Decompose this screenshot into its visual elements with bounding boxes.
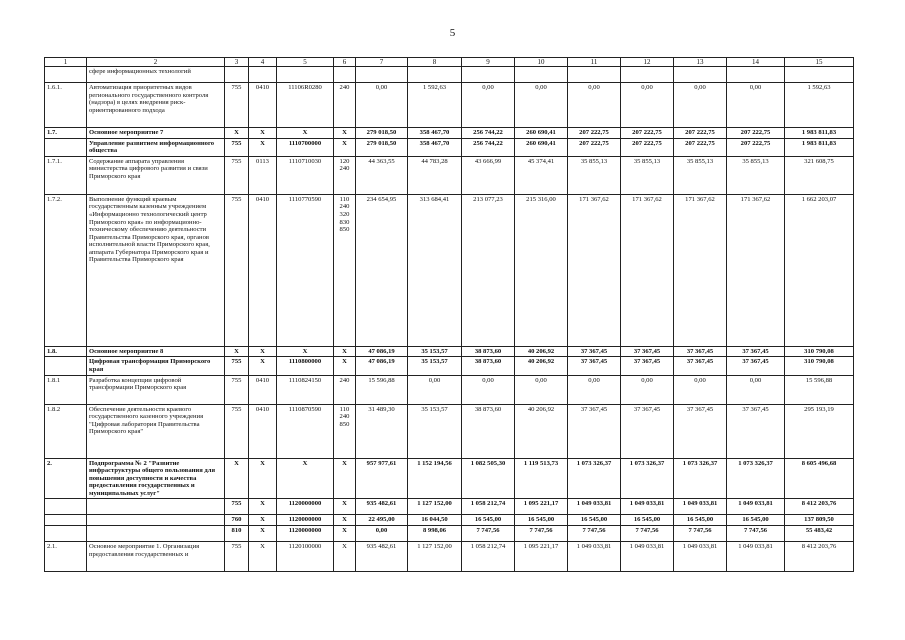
table-cell: 35 855,13 <box>568 156 621 194</box>
table-cell: 40 206,92 <box>515 346 568 357</box>
table-cell: 8 412 203,76 <box>785 541 854 571</box>
table-cell: 37 367,45 <box>674 357 727 375</box>
table-cell: X <box>249 525 277 541</box>
table-cell: 358 467,70 <box>408 128 462 139</box>
table-cell: X <box>334 541 356 571</box>
table-cell: 1 049 033,81 <box>674 541 727 571</box>
table-cell: 45 374,41 <box>515 156 568 194</box>
table-cell: 0,00 <box>727 83 785 128</box>
table-cell: 1 073 326,37 <box>568 458 621 499</box>
table-cell: 1 152 194,56 <box>408 458 462 499</box>
table-cell: 47 086,19 <box>356 357 408 375</box>
table-cell: 37 367,45 <box>568 357 621 375</box>
table-cell: 16 545,00 <box>621 515 674 526</box>
table-cell: 207 222,75 <box>674 138 727 156</box>
table-cell: 16 545,00 <box>515 515 568 526</box>
table-cell <box>356 67 408 83</box>
table-cell: 35 153,57 <box>408 404 462 458</box>
table-cell: 8 412 203,76 <box>785 499 854 515</box>
table-cell: 1 073 326,37 <box>674 458 727 499</box>
table-cell: 1 049 033,81 <box>621 541 674 571</box>
table-cell: 35 855,13 <box>621 156 674 194</box>
header-cell: 9 <box>462 58 515 67</box>
table-cell: 0,00 <box>674 83 727 128</box>
table-cell: 16 545,00 <box>674 515 727 526</box>
table-cell: 16 545,00 <box>727 515 785 526</box>
table-cell: 1110710030 <box>277 156 334 194</box>
table-cell: 935 482,61 <box>356 541 408 571</box>
table-cell: 11106R0280 <box>277 83 334 128</box>
table-row <box>45 138 854 156</box>
table-cell: 44 783,28 <box>408 156 462 194</box>
table-cell: 0,00 <box>515 375 568 404</box>
table-cell: 1.7. <box>45 128 87 139</box>
table-cell: 7 747,56 <box>462 525 515 541</box>
table-cell: 0,00 <box>356 525 408 541</box>
table-cell: 0,00 <box>408 375 462 404</box>
table-cell: 260 690,41 <box>515 138 568 156</box>
table-cell: 1110800000 <box>277 357 334 375</box>
table-row <box>45 67 854 83</box>
table-row <box>45 194 854 346</box>
table-cell: 15 596,88 <box>785 375 854 404</box>
table-cell: X <box>277 458 334 499</box>
header-cell: 6 <box>334 58 356 67</box>
table-cell: X <box>249 499 277 515</box>
table-cell: 755 <box>225 499 249 515</box>
table-cell: 207 222,75 <box>621 128 674 139</box>
table-cell: X <box>334 499 356 515</box>
table-row <box>45 458 854 499</box>
table-cell <box>225 67 249 83</box>
table-cell: X <box>334 458 356 499</box>
table-cell: 1 049 033,81 <box>727 499 785 515</box>
table-cell <box>568 67 621 83</box>
row-name-cell <box>87 499 225 515</box>
table-cell: 37 367,45 <box>674 346 727 357</box>
table-cell: 810 <box>225 525 249 541</box>
table-cell: 1 049 033,81 <box>621 499 674 515</box>
table-cell: 1 662 203,07 <box>785 194 854 346</box>
table-cell: 1 095 221,17 <box>515 541 568 571</box>
table-cell: 1120100000 <box>277 541 334 571</box>
table-cell <box>621 67 674 83</box>
table-cell: X <box>249 138 277 156</box>
table-cell: 35 855,13 <box>727 156 785 194</box>
table-cell <box>334 67 356 83</box>
table-cell: 1 983 811,83 <box>785 128 854 139</box>
table-cell: 1 983 811,83 <box>785 138 854 156</box>
table-cell: 310 790,08 <box>785 346 854 357</box>
table-cell: 1110770590 <box>277 194 334 346</box>
table-cell <box>674 67 727 83</box>
table-cell <box>45 525 87 541</box>
table-row <box>45 346 854 357</box>
table-cell <box>45 499 87 515</box>
table-cell: 256 744,22 <box>462 138 515 156</box>
table-cell: 1 082 505,30 <box>462 458 515 499</box>
table-cell <box>45 138 87 156</box>
table-cell: 0,00 <box>568 83 621 128</box>
table-cell: 957 977,61 <box>356 458 408 499</box>
table-cell: 37 367,45 <box>621 404 674 458</box>
table-cell: X <box>334 138 356 156</box>
table-cell: 37 367,45 <box>621 346 674 357</box>
table-cell: 207 222,75 <box>568 138 621 156</box>
table-cell: 15 596,88 <box>356 375 408 404</box>
table-cell: 1 073 326,37 <box>727 458 785 499</box>
table-cell: X <box>334 525 356 541</box>
table-cell: 171 367,62 <box>621 194 674 346</box>
table-cell <box>45 357 87 375</box>
table-cell: 0,00 <box>727 375 785 404</box>
table-cell: 358 467,70 <box>408 138 462 156</box>
table-cell: 171 367,62 <box>674 194 727 346</box>
table-cell: 7 747,56 <box>727 525 785 541</box>
table-cell <box>45 67 87 83</box>
table-cell: 22 495,00 <box>356 515 408 526</box>
header-cell: 4 <box>249 58 277 67</box>
table-cell: 7 747,56 <box>674 525 727 541</box>
header-cell: 3 <box>225 58 249 67</box>
table-cell: 1.7.2. <box>45 194 87 346</box>
table-cell: 37 367,45 <box>568 404 621 458</box>
table-cell: 1120000000 <box>277 515 334 526</box>
header-cell: 11 <box>568 58 621 67</box>
table-cell: 1110870590 <box>277 404 334 458</box>
table-cell: 1.8.2 <box>45 404 87 458</box>
table-cell: 35 153,57 <box>408 346 462 357</box>
table-cell: 260 690,41 <box>515 128 568 139</box>
table-cell: X <box>277 346 334 357</box>
table-cell: 207 222,75 <box>727 128 785 139</box>
row-name-cell: Обеспечение деятельности краевого государственного казенного учреждения "Цифровая лаборатория Правительства Приморского края" <box>87 404 225 458</box>
table-cell: 171 367,62 <box>568 194 621 346</box>
table-cell: 37 367,45 <box>674 404 727 458</box>
table-cell: 1 049 033,81 <box>674 499 727 515</box>
table-cell: X <box>277 128 334 139</box>
header-cell: 14 <box>727 58 785 67</box>
table-cell: X <box>225 128 249 139</box>
table-cell: 213 077,23 <box>462 194 515 346</box>
table-cell: 1.8.1 <box>45 375 87 404</box>
header-cell: 12 <box>621 58 674 67</box>
table-cell: 760 <box>225 515 249 526</box>
table-cell: 110 240 320 830 850 <box>334 194 356 346</box>
table-cell: 31 489,30 <box>356 404 408 458</box>
table-cell: 256 744,22 <box>462 128 515 139</box>
table-cell: 279 018,50 <box>356 128 408 139</box>
row-name-cell <box>87 515 225 526</box>
row-name-cell: сфере информационных технологий <box>87 67 225 83</box>
table-cell: 755 <box>225 357 249 375</box>
table-cell <box>727 67 785 83</box>
table-cell: 37 367,45 <box>568 346 621 357</box>
header-cell: 5 <box>277 58 334 67</box>
row-name-cell: Подпрограмма № 2 "Развитие инфраструктуры общего пользования для повышения доступности и качества предоставления государственных и муниципальных услуг" <box>87 458 225 499</box>
table-cell: 279 018,50 <box>356 138 408 156</box>
row-name-cell: Основное мероприятие 8 <box>87 346 225 357</box>
table-cell: 1 049 033,81 <box>568 541 621 571</box>
table-cell: 37 367,45 <box>621 357 674 375</box>
table-cell: X <box>334 346 356 357</box>
table-row <box>45 525 854 541</box>
table-row <box>45 83 854 128</box>
table-cell: X <box>334 357 356 375</box>
table-cell: X <box>249 458 277 499</box>
page-number: 5 <box>449 27 456 39</box>
table-cell: 0410 <box>249 194 277 346</box>
table-cell: 0113 <box>249 156 277 194</box>
table-cell: 7 747,56 <box>568 525 621 541</box>
row-name-cell: Автоматизация приоритетных видов регионального государственного контроля (надзора) в целях внедрения риск-ориентированного подхода <box>87 83 225 128</box>
table-cell: 38 873,60 <box>462 404 515 458</box>
table-cell: 171 367,62 <box>727 194 785 346</box>
table-cell: X <box>225 346 249 357</box>
row-name-cell: Содержание аппарата управления министерства цифрового развития и связи Приморского края <box>87 156 225 194</box>
table-row <box>45 499 854 515</box>
table-row <box>45 357 854 375</box>
row-name-cell: Основное мероприятие 1. Организация предоставления государственных и <box>87 541 225 571</box>
table-cell: 110 240 850 <box>334 404 356 458</box>
header-cell: 15 <box>785 58 854 67</box>
table-cell: 37 367,45 <box>727 404 785 458</box>
table-row <box>45 128 854 139</box>
row-name-cell: Разработка концепции цифровой трансформации Приморского края <box>87 375 225 404</box>
table-cell: 1.7.1. <box>45 156 87 194</box>
table-cell: 207 222,75 <box>727 138 785 156</box>
table-row <box>45 156 854 194</box>
table-cell: 1 127 152,00 <box>408 499 462 515</box>
table-cell: 7 747,56 <box>621 525 674 541</box>
table-cell: X <box>249 346 277 357</box>
table-cell: 310 790,08 <box>785 357 854 375</box>
table-cell: 55 483,42 <box>785 525 854 541</box>
header-cell: 10 <box>515 58 568 67</box>
table-cell: X <box>249 128 277 139</box>
table-cell <box>785 67 854 83</box>
table-cell: 2. <box>45 458 87 499</box>
table-cell: 7 747,56 <box>515 525 568 541</box>
table-cell: X <box>225 458 249 499</box>
table-cell: 1 127 152,00 <box>408 541 462 571</box>
header-cell: 13 <box>674 58 727 67</box>
table-cell: 755 <box>225 375 249 404</box>
table-cell: 16 044,50 <box>408 515 462 526</box>
table-row <box>45 541 854 571</box>
table-cell: 38 873,60 <box>462 346 515 357</box>
table-cell: 234 654,95 <box>356 194 408 346</box>
table-cell: 37 367,45 <box>727 357 785 375</box>
table-cell: 1 058 212,74 <box>462 541 515 571</box>
table-cell: 0,00 <box>356 83 408 128</box>
table-cell: 1 049 033,81 <box>568 499 621 515</box>
table-row <box>45 375 854 404</box>
table-cell <box>277 67 334 83</box>
table-cell: 0410 <box>249 404 277 458</box>
table-cell: 313 684,41 <box>408 194 462 346</box>
table-cell: 240 <box>334 375 356 404</box>
table-cell: 755 <box>225 138 249 156</box>
header-cell: 8 <box>408 58 462 67</box>
table-cell: 2.1. <box>45 541 87 571</box>
table-cell: 935 482,61 <box>356 499 408 515</box>
table-cell: 1 119 513,73 <box>515 458 568 499</box>
table-cell: 215 316,00 <box>515 194 568 346</box>
header-cell: 1 <box>45 58 87 67</box>
table-cell: 1120000000 <box>277 525 334 541</box>
table-cell: 8 998,06 <box>408 525 462 541</box>
table-cell: 40 206,92 <box>515 357 568 375</box>
table-cell <box>408 67 462 83</box>
table-cell: 43 666,99 <box>462 156 515 194</box>
table-cell: 0410 <box>249 83 277 128</box>
table-cell: 321 608,75 <box>785 156 854 194</box>
table-cell: 47 086,19 <box>356 346 408 357</box>
table-cell: 1.6.1. <box>45 83 87 128</box>
header-row <box>45 58 854 67</box>
table-cell: 1110824150 <box>277 375 334 404</box>
table-cell: 40 206,92 <box>515 404 568 458</box>
table-cell: 1.8. <box>45 346 87 357</box>
header-cell: 7 <box>356 58 408 67</box>
row-name-cell: Управление развитием информационного общества <box>87 138 225 156</box>
table-cell: 755 <box>225 156 249 194</box>
table-cell: 1 095 221,17 <box>515 499 568 515</box>
table-cell: 755 <box>225 83 249 128</box>
table-cell: 16 545,00 <box>462 515 515 526</box>
table-cell: 0410 <box>249 375 277 404</box>
table-cell <box>249 67 277 83</box>
table-cell: 207 222,75 <box>621 138 674 156</box>
table-row <box>45 404 854 458</box>
table-cell: 755 <box>225 541 249 571</box>
table-cell: 755 <box>225 194 249 346</box>
table-cell: X <box>334 128 356 139</box>
table-cell: 0,00 <box>621 83 674 128</box>
table-cell: 755 <box>225 404 249 458</box>
table-cell: 1 049 033,81 <box>727 541 785 571</box>
table-cell: 0,00 <box>515 83 568 128</box>
row-name-cell: Основное мероприятие 7 <box>87 128 225 139</box>
table-cell: 1 073 326,37 <box>621 458 674 499</box>
table-cell: 207 222,75 <box>568 128 621 139</box>
table-cell: 0,00 <box>462 375 515 404</box>
table-cell: 38 873,60 <box>462 357 515 375</box>
table-cell: 0,00 <box>568 375 621 404</box>
table-cell: 37 367,45 <box>727 346 785 357</box>
table-row <box>45 515 854 526</box>
table-cell: 1110700000 <box>277 138 334 156</box>
table-cell: 16 545,00 <box>568 515 621 526</box>
table-cell: X <box>249 515 277 526</box>
table-cell: 295 193,19 <box>785 404 854 458</box>
table-cell: 0,00 <box>674 375 727 404</box>
table-cell <box>462 67 515 83</box>
table-cell: 8 605 496,68 <box>785 458 854 499</box>
table-cell: 207 222,75 <box>674 128 727 139</box>
table-cell: 0,00 <box>462 83 515 128</box>
table-cell: 1 058 212,74 <box>462 499 515 515</box>
table-cell: 1 592,63 <box>408 83 462 128</box>
header-cell: 2 <box>87 58 225 67</box>
table-cell: X <box>334 515 356 526</box>
row-name-cell: Цифровая трансформация Приморского края <box>87 357 225 375</box>
table-cell: 35 153,57 <box>408 357 462 375</box>
table-cell: 120 240 <box>334 156 356 194</box>
table-cell: 0,00 <box>621 375 674 404</box>
row-name-cell: Выполнение функций краевым государственным казенным учреждением «Информационно технологический центр Приморского края» по информационно-техническому обеспечению деятельности Правительства Приморского края, органов исполнительной власти Приморского края, аппарата Губернатора Приморского края и Правительства Приморского края <box>87 194 225 346</box>
table-cell: 44 363,55 <box>356 156 408 194</box>
table-cell: 1120000000 <box>277 499 334 515</box>
table-cell: 137 809,50 <box>785 515 854 526</box>
table-cell <box>45 515 87 526</box>
table-cell: X <box>249 541 277 571</box>
table-cell: 240 <box>334 83 356 128</box>
table-cell: X <box>249 357 277 375</box>
table-cell: 35 855,13 <box>674 156 727 194</box>
table-cell <box>515 67 568 83</box>
table-cell: 1 592,63 <box>785 83 854 128</box>
row-name-cell <box>87 525 225 541</box>
budget-table <box>44 57 854 572</box>
